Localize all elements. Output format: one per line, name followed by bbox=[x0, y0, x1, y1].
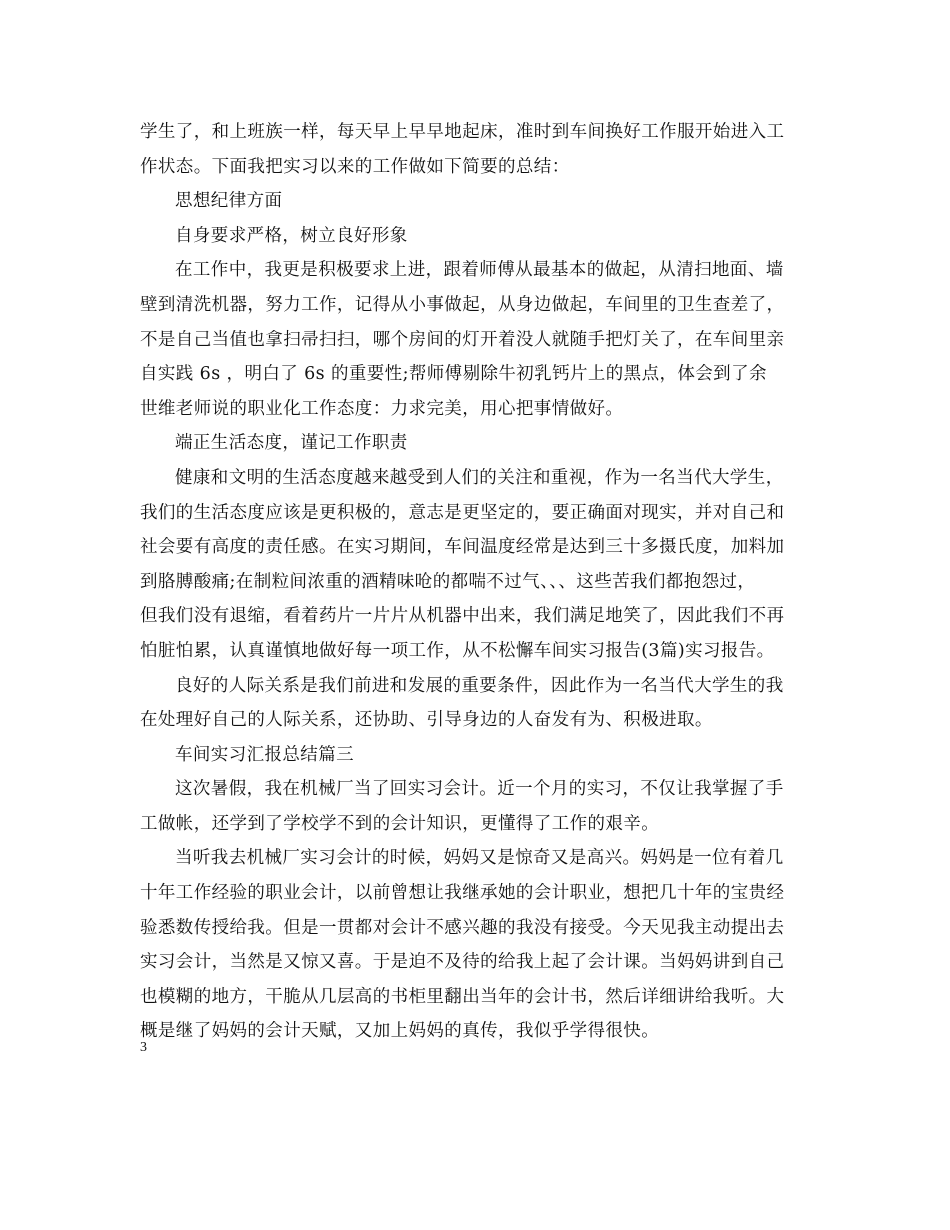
text-line: 当听我去机械厂实习会计的时候，妈妈又是惊奇又是高兴。妈妈是一位有着几 bbox=[175, 848, 784, 869]
page-number: 3 bbox=[140, 1040, 147, 1055]
text-line: 工做帐，还学到了学校学不到的会计知识，更懂得了工作的艰辛。 bbox=[140, 813, 660, 834]
text-line: 健康和文明的生活态度越来越受到人们的关注和重视，作为一名当代大学生， bbox=[175, 467, 784, 488]
text-line: 社会要有高度的责任感。在实习期间，车间温度经常是达到三十多摄氏度，加料加 bbox=[140, 537, 785, 558]
text-line: 良好的人际关系是我们前进和发展的重要条件，因此作为一名当代大学生的我 bbox=[175, 675, 784, 696]
text-line: 验悉数传授给我。但是一贯都对会计不感兴趣的我没有接受。今天见我主动提出去 bbox=[140, 917, 785, 938]
text-line: 端正生活态度，谨记工作职责 bbox=[175, 433, 408, 454]
text-line: 思想纪律方面 bbox=[175, 191, 283, 212]
text-line: 这次暑假，我在机械厂当了回实习会计。近一个月的实习，不仅让我掌握了手 bbox=[175, 779, 784, 800]
text-line: 到胳膊酸痛;在制粒间浓重的酒精味呛的都喘不过气、、、这些苦我们都抱怨过， bbox=[140, 571, 756, 592]
text-line: 在工作中，我更是积极要求上进，跟着师傅从最基本的做起，从清扫地面、墙 bbox=[175, 260, 784, 281]
text-line: 壁到清洗机器，努力工作，记得从小事做起，从身边做起，车间里的卫生查差了， bbox=[140, 294, 785, 315]
text-line: 概是继了妈妈的会计天赋，又加上妈妈的真传，我似乎学得很快。 bbox=[140, 1021, 660, 1042]
text-line: 自实践 6s ，明白了 6s 的重要性;帮师傅剔除牛初乳钙片上的黑点，体会到了余 bbox=[140, 364, 767, 385]
text-line: 实习会计，当然是又惊又喜。于是迫不及待的给我上起了会计课。当妈妈讲到自己 bbox=[140, 952, 785, 973]
text-line: 不是自己当值也拿扫帚扫扫，哪个房间的灯开着没人就随手把灯关了，在车间里亲 bbox=[140, 329, 785, 350]
text-line: 作状态。下面我把实习以来的工作做如下简要的总结： bbox=[140, 156, 570, 177]
text-line: 但我们没有退缩，看着药片一片片从机器中出来，我们满足地笑了，因此我们不再 bbox=[140, 606, 785, 627]
text-line: 我们的生活态度应该是更积极的，意志是更坚定的，要正确面对现实，并对自己和 bbox=[140, 502, 785, 523]
text-line: 学生了，和上班族一样，每天早上早早地起床，准时到车间换好工作服开始进入工 bbox=[140, 122, 785, 142]
text-line: 车间实习汇报总结篇三 bbox=[175, 744, 354, 765]
text-line: 世维老师说的职业化工作态度：力求完美，用心把事情做好。 bbox=[140, 398, 624, 419]
text-line: 十年工作经验的职业会计，以前曾想让我继承她的会计职业，想把几十年的宝贵经 bbox=[140, 883, 785, 904]
text-line: 也模糊的地方，干脆从几层高的书柜里翻出当年的会计书，然后详细讲给我听。大 bbox=[140, 986, 785, 1007]
text-line: 自身要求严格，树立良好形象 bbox=[175, 225, 408, 246]
text-line: 怕脏怕累，认真谨慎地做好每一项工作，从不松懈车间实习报告(3篇)实习报告。 bbox=[140, 640, 775, 661]
document-body bbox=[140, 115, 812, 1049]
text-line: 在处理好自己的人际关系，还协助、引导身边的人奋发有为、积极进取。 bbox=[140, 710, 713, 731]
